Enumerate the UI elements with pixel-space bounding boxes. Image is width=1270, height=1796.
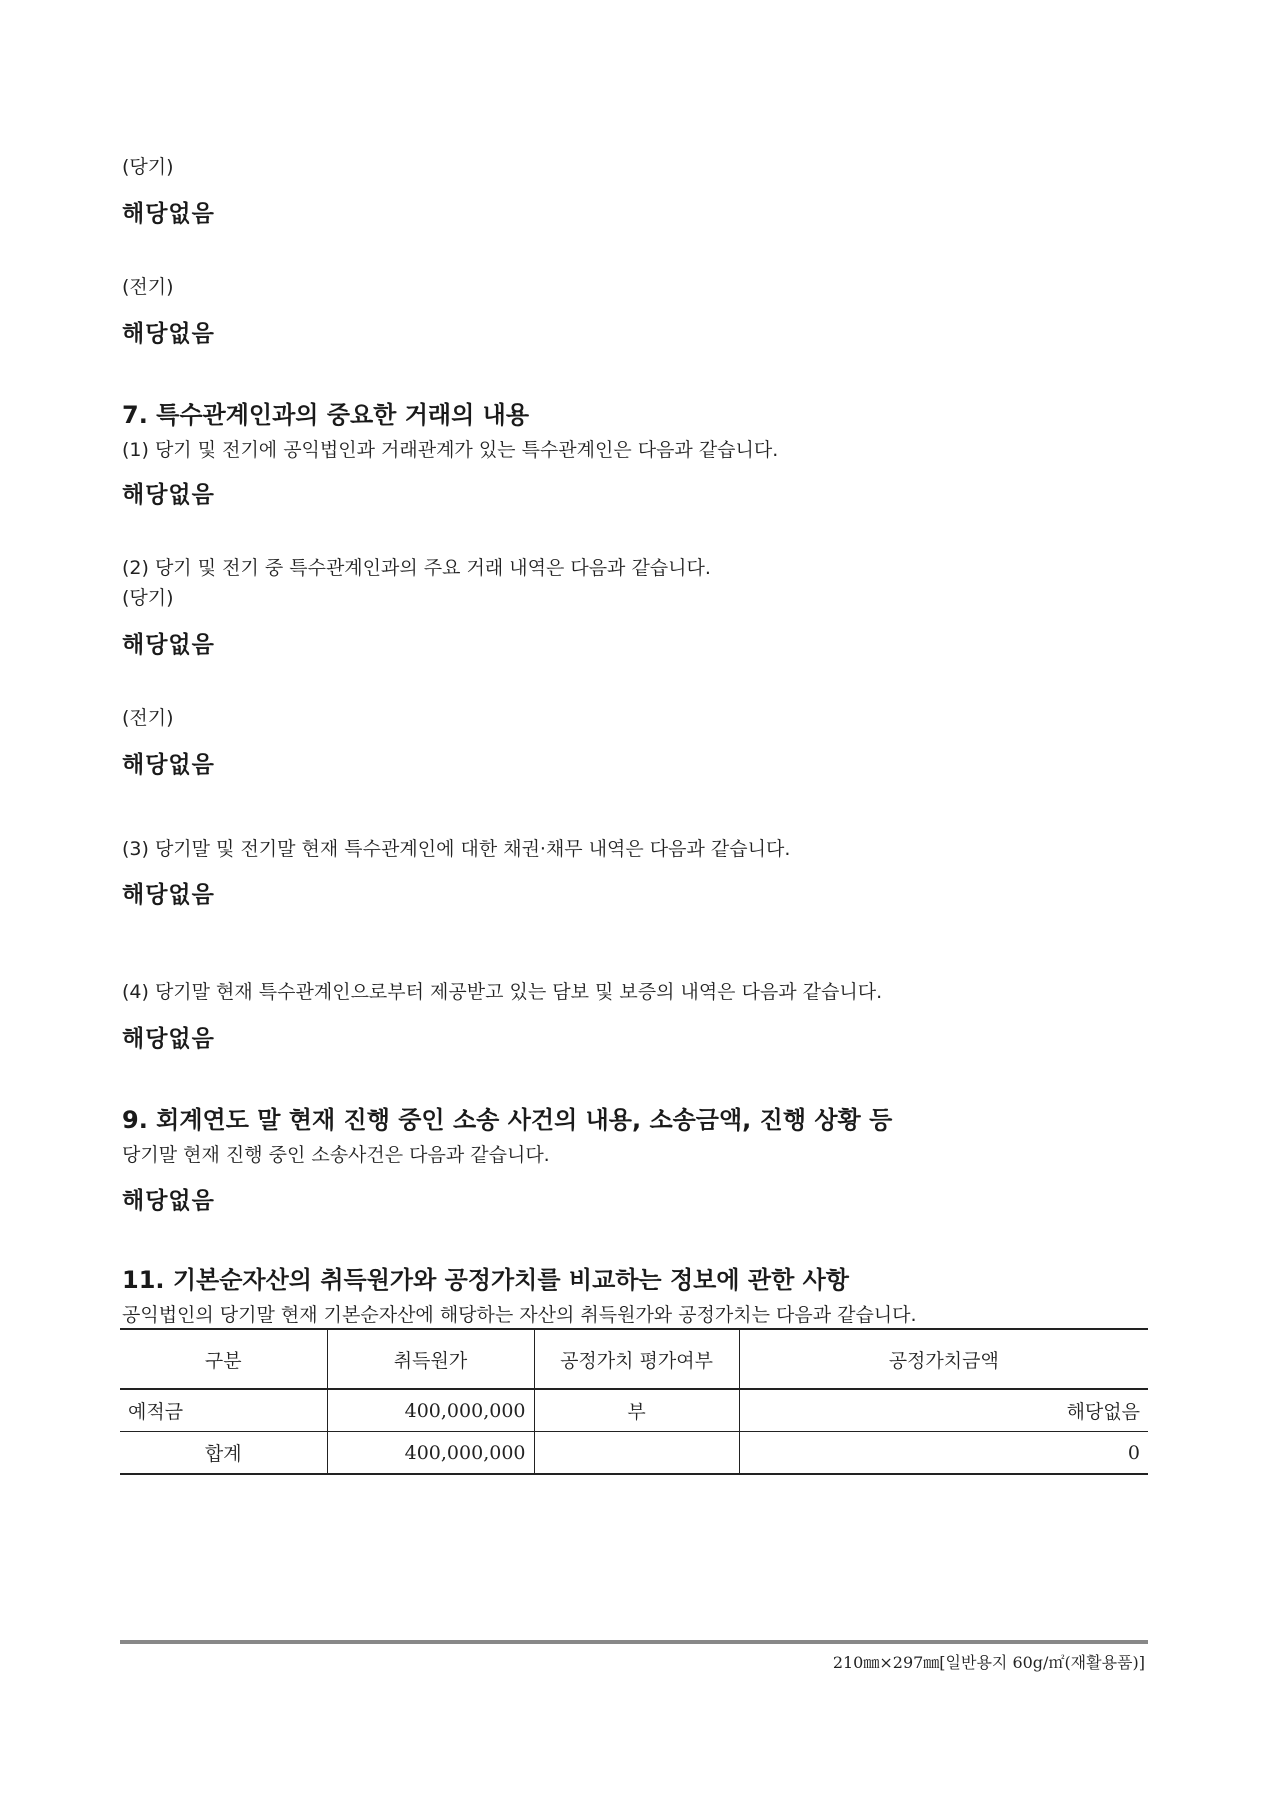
not-applicable-text: 해당없음 bbox=[122, 201, 215, 227]
column-header: 공정가치금액 bbox=[739, 1329, 1148, 1389]
table-cell: 합계 bbox=[120, 1432, 327, 1475]
section-7-1-text: (1) 당기 및 전기에 공익법인과 거래관계가 있는 특수관계인은 다음과 같습니다. bbox=[122, 439, 779, 461]
not-applicable-text: 해당없음 bbox=[122, 321, 215, 347]
table-cell: 예적금 bbox=[120, 1389, 327, 1432]
section-11-text: 공익법인의 당기말 현재 기본순자산에 해당하는 자산의 취득원가와 공정가치는 다음과 같습니다. bbox=[122, 1304, 917, 1326]
footer-divider bbox=[120, 1640, 1148, 1644]
column-header: 취득원가 bbox=[327, 1329, 534, 1389]
table-row bbox=[120, 1432, 1148, 1475]
table-cell: 부 bbox=[534, 1389, 739, 1432]
table-header-row bbox=[120, 1329, 1148, 1389]
not-applicable-text: 해당없음 bbox=[122, 882, 215, 908]
period-label-prior: (전기) bbox=[122, 707, 174, 729]
not-applicable-text: 해당없음 bbox=[122, 752, 215, 778]
table-cell: 해당없음 bbox=[739, 1389, 1148, 1432]
section-7-3-text: (3) 당기말 및 전기말 현재 특수관계인에 대한 채권·채무 내역은 다음과 같습니다. bbox=[122, 838, 791, 860]
table-cell: 400,000,000 bbox=[327, 1389, 534, 1432]
not-applicable-text: 해당없음 bbox=[122, 632, 215, 658]
table-cell bbox=[534, 1432, 739, 1475]
section-7-4-text: (4) 당기말 현재 특수관계인으로부터 제공받고 있는 담보 및 보증의 내역은 다음과 같습니다. bbox=[122, 981, 883, 1003]
period-label-current: (당기) bbox=[122, 156, 174, 178]
section-9-heading: 9. 회계연도 말 현재 진행 중인 소송 사건의 내용, 소송금액, 진행 상황 등 bbox=[122, 1106, 893, 1134]
paper-spec-note: 210㎜×297㎜[일반용지 60g/㎡(재활용품)] bbox=[832, 1653, 1145, 1672]
section-7-2-text: (2) 당기 및 전기 중 특수관계인과의 주요 거래 내역은 다음과 같습니다. bbox=[122, 557, 711, 579]
column-header: 구분 bbox=[120, 1329, 327, 1389]
period-label-prior: (전기) bbox=[122, 276, 174, 298]
fair-value-table bbox=[120, 1328, 1148, 1475]
section-7-heading: 7. 특수관계인과의 중요한 거래의 내용 bbox=[122, 401, 529, 429]
column-header: 공정가치 평가여부 bbox=[534, 1329, 739, 1389]
table-cell: 400,000,000 bbox=[327, 1432, 534, 1475]
table-row bbox=[120, 1389, 1148, 1432]
not-applicable-text: 해당없음 bbox=[122, 1026, 215, 1052]
table-cell: 0 bbox=[739, 1432, 1148, 1475]
not-applicable-text: 해당없음 bbox=[122, 1188, 215, 1214]
section-9-text: 당기말 현재 진행 중인 소송사건은 다음과 같습니다. bbox=[122, 1144, 550, 1166]
period-label-current: (당기) bbox=[122, 587, 174, 609]
section-11-heading: 11. 기본순자산의 취득원가와 공정가치를 비교하는 정보에 관한 사항 bbox=[122, 1266, 849, 1294]
not-applicable-text: 해당없음 bbox=[122, 482, 215, 508]
